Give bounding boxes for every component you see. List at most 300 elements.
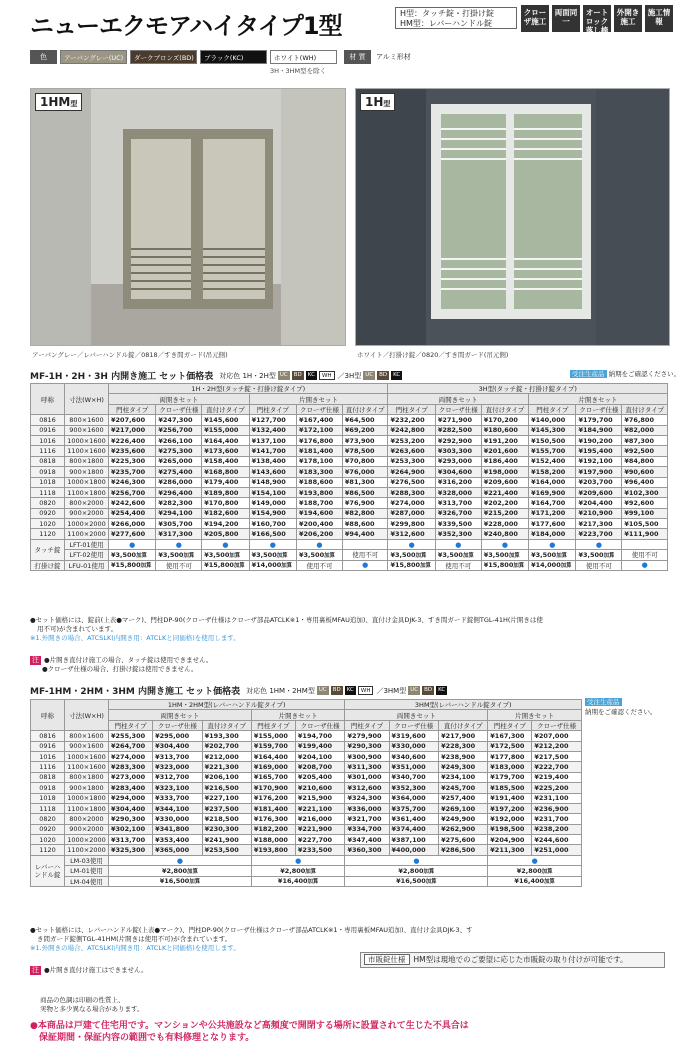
cell-price: ¥330,000 xyxy=(153,814,203,824)
cell-price: ¥203,700 xyxy=(576,477,622,487)
cell-size: 900×2000 xyxy=(65,508,109,518)
cell-price: ¥208,700 xyxy=(295,762,345,772)
cell-price: ¥191,200 xyxy=(481,435,528,445)
table-row xyxy=(31,425,668,435)
feature-badges xyxy=(521,5,673,35)
table-row xyxy=(31,835,582,845)
cell-price: ¥212,000 xyxy=(202,751,251,761)
table-row xyxy=(31,845,582,855)
table2-footnote-1: ●セット価格には、レバーハンドル錠(上表●マーク)、門柱DP-90(クローザ仕様はクローザ部品ATCLK※1・専用裏板MFAU追加)、直付け金具DJK-3、す き間ガード錠側TGL-41HM(片開きは使用不可)が含まれています。 ※1.外開きの場合、ATCSLK(内開き用：ATCLKと同価格)を使用します。 xyxy=(30,926,473,952)
bd-chip-2: BD xyxy=(332,687,341,693)
table2-title: MF-1HM・2HM・3HM 内開き施工 セット価格表 対応色 1HM・2HM型 UC BD KC WH ／3HM型 UC BD KC xyxy=(30,686,446,697)
cell-price: ¥145,300 xyxy=(529,425,576,435)
cell-price: ¥207,000 xyxy=(532,731,582,741)
photo-1hm xyxy=(30,88,346,346)
cell-price: ¥352,300 xyxy=(389,783,439,793)
swatch-urban-gray: アーバングレー(UC) xyxy=(60,50,127,64)
cell-price: ¥184,900 xyxy=(576,425,622,435)
cell-price: ¥178,100 xyxy=(297,456,343,466)
cell-price: ¥304,400 xyxy=(109,803,153,813)
cell-price: ¥210,900 xyxy=(576,508,622,518)
cell-price: ¥176,800 xyxy=(297,435,343,445)
cell-price: ¥253,300 xyxy=(388,456,435,466)
cell-price: ¥164,400 xyxy=(202,435,249,445)
cell-price: ¥165,700 xyxy=(251,772,295,782)
cell-size: 1000×1600 xyxy=(65,751,109,761)
col-call: 呼称 xyxy=(31,384,65,415)
cell-price: ¥292,900 xyxy=(435,435,481,445)
cell-price: ¥170,900 xyxy=(251,783,295,793)
cell-price: ¥262,900 xyxy=(439,824,488,834)
cell-price: ¥231,100 xyxy=(532,793,582,803)
cell-price: ¥283,300 xyxy=(109,762,153,772)
table-row xyxy=(31,783,582,793)
cell-price: ¥197,900 xyxy=(576,467,622,477)
cell-price: ¥205,800 xyxy=(202,529,249,539)
cell-price: ¥177,800 xyxy=(488,751,532,761)
cell-price: ¥64,500 xyxy=(342,415,388,425)
cell-price: ¥76,900 xyxy=(342,498,388,508)
cell-price: ¥299,800 xyxy=(388,519,435,529)
lock-line-1: H型：タッチ錠・打掛け錠 xyxy=(400,9,495,18)
cell-price: ¥169,000 xyxy=(251,762,295,772)
cell-price: ¥288,300 xyxy=(388,487,435,497)
cell-call: 1016 xyxy=(31,751,65,761)
cell-price: ¥179,700 xyxy=(576,415,622,425)
cell-price: ¥303,300 xyxy=(435,446,481,456)
cell-price: ¥193,800 xyxy=(297,487,343,497)
table-row xyxy=(31,751,582,761)
cell-size: 900×1800 xyxy=(65,467,109,477)
cell-size: 800×1800 xyxy=(65,456,109,466)
bd-chip-3hm: BD xyxy=(424,687,433,693)
group-3h: 3H型(タッチ錠・打掛け錠タイプ) xyxy=(388,384,668,394)
cell-price: ¥96,400 xyxy=(622,477,668,487)
cell-price: ¥313,700 xyxy=(109,835,153,845)
cell-price: ¥286,000 xyxy=(156,477,202,487)
table-row xyxy=(31,814,582,824)
cell-price: ¥269,100 xyxy=(439,803,488,813)
cell-price: ¥312,600 xyxy=(345,783,389,793)
cell-price: ¥193,300 xyxy=(202,731,251,741)
cell-price: ¥73,900 xyxy=(342,435,388,445)
cell-call: 0918 xyxy=(31,783,65,793)
cell-price: ¥192,000 xyxy=(488,814,532,824)
kc-chip: KC xyxy=(307,372,315,378)
cell-price: ¥295,000 xyxy=(153,731,203,741)
uc-chip-3hm: UC xyxy=(410,687,419,693)
cell-price: ¥312,600 xyxy=(388,529,435,539)
cell-price: ¥282,300 xyxy=(156,498,202,508)
cell-price: ¥105,500 xyxy=(622,519,668,529)
cell-price: ¥256,700 xyxy=(156,425,202,435)
swatch-dark-bronze: ダークブロンズ(BD) xyxy=(130,50,197,64)
table-row xyxy=(31,446,668,456)
cell-price: ¥233,500 xyxy=(295,845,345,855)
cell-price: ¥141,700 xyxy=(249,446,296,456)
cell-call: 1018 xyxy=(31,793,65,803)
cell-size: 1100×2000 xyxy=(65,529,109,539)
table-row xyxy=(31,741,582,751)
table-row xyxy=(31,477,668,487)
cell-size: 900×1600 xyxy=(65,425,109,435)
cell-price: ¥275,400 xyxy=(156,467,202,477)
cell-price: ¥92,600 xyxy=(622,498,668,508)
cell-price: ¥204,100 xyxy=(295,751,345,761)
cell-call: 1020 xyxy=(31,835,65,845)
kc-chip-3h: KC xyxy=(393,372,401,378)
cell-price: ¥275,600 xyxy=(439,835,488,845)
cell-price: ¥140,000 xyxy=(529,415,576,425)
cell-price: ¥150,500 xyxy=(529,435,576,445)
cell-price: ¥237,500 xyxy=(202,803,251,813)
cell-price: ¥217,000 xyxy=(109,425,156,435)
cell-price: ¥216,000 xyxy=(295,814,345,824)
cell-price: ¥182,600 xyxy=(202,508,249,518)
cell-call: 1116 xyxy=(31,762,65,772)
badge-autolock: オートロック落し棒 xyxy=(583,5,611,32)
cell-price: ¥199,400 xyxy=(295,741,345,751)
cell-price: ¥235,700 xyxy=(109,467,156,477)
cell-call: 1120 xyxy=(31,845,65,855)
cell-price: ¥236,900 xyxy=(532,803,582,813)
cell-price: ¥274,000 xyxy=(388,498,435,508)
table-row xyxy=(31,824,582,834)
cell-price: ¥234,100 xyxy=(439,772,488,782)
bd-chip-3h: BD xyxy=(379,372,388,378)
cell-call: 0818 xyxy=(31,772,65,782)
cell-price: ¥238,200 xyxy=(532,824,582,834)
cell-price: ¥201,600 xyxy=(481,446,528,456)
cell-price: ¥300,900 xyxy=(345,751,389,761)
cell-price: ¥209,600 xyxy=(481,477,528,487)
cell-price: ¥149,000 xyxy=(249,498,296,508)
cell-price: ¥81,300 xyxy=(342,477,388,487)
cell-price: ¥111,900 xyxy=(622,529,668,539)
cell-price: ¥202,700 xyxy=(202,741,251,751)
cell-price: ¥137,100 xyxy=(249,435,296,445)
cell-price: ¥219,400 xyxy=(532,772,582,782)
cell-size: 800×1800 xyxy=(65,772,109,782)
cell-price: ¥265,000 xyxy=(156,456,202,466)
cell-price: ¥247,300 xyxy=(156,415,202,425)
cell-price: ¥193,800 xyxy=(251,845,295,855)
cell-price: ¥232,200 xyxy=(388,415,435,425)
cell-call: 0816 xyxy=(31,415,65,425)
badge-both-sides: 両面同一 xyxy=(552,5,580,32)
cell-price: ¥263,600 xyxy=(388,446,435,456)
cell-price: ¥179,700 xyxy=(488,772,532,782)
cell-size: 1000×1600 xyxy=(65,435,109,445)
cell-size: 800×2000 xyxy=(65,498,109,508)
swatch-black: ブラック(KC) xyxy=(200,50,267,64)
cell-price: ¥223,700 xyxy=(576,529,622,539)
cell-size: 1000×1800 xyxy=(65,477,109,487)
table-row xyxy=(31,762,582,772)
cell-call: 1020 xyxy=(31,519,65,529)
cell-price: ¥181,400 xyxy=(297,446,343,456)
cell-price: ¥160,700 xyxy=(249,519,296,529)
cell-price: ¥282,500 xyxy=(435,425,481,435)
cell-price: ¥293,000 xyxy=(435,456,481,466)
cell-price: ¥90,600 xyxy=(622,467,668,477)
cell-price: ¥225,300 xyxy=(109,456,156,466)
cell-price: ¥241,900 xyxy=(202,835,251,845)
cell-price: ¥148,900 xyxy=(249,477,296,487)
cell-size: 1000×2000 xyxy=(65,835,109,845)
cell-price: ¥215,200 xyxy=(481,508,528,518)
cell-price: ¥323,100 xyxy=(153,783,203,793)
cell-price: ¥205,400 xyxy=(295,772,345,782)
table-row xyxy=(31,487,668,497)
cell-price: ¥326,700 xyxy=(435,508,481,518)
cell-price: ¥145,600 xyxy=(202,415,249,425)
tag-1hm: 1HM型 xyxy=(35,93,82,111)
cell-price: ¥158,400 xyxy=(202,456,249,466)
cell-price: ¥305,700 xyxy=(156,519,202,529)
cell-price: ¥188,700 xyxy=(297,498,343,508)
cell-price: ¥94,400 xyxy=(342,529,388,539)
cell-price: ¥319,600 xyxy=(389,731,439,741)
table-row xyxy=(31,519,668,529)
cell-price: ¥266,000 xyxy=(109,519,156,529)
cell-price: ¥198,500 xyxy=(488,824,532,834)
cell-price: ¥221,100 xyxy=(295,803,345,813)
cell-price: ¥217,500 xyxy=(532,751,582,761)
cell-price: ¥304,600 xyxy=(435,467,481,477)
cell-price: ¥215,900 xyxy=(295,793,345,803)
cell-price: ¥294,100 xyxy=(156,508,202,518)
swatch-white: ホワイト(WH) xyxy=(270,50,337,64)
color-disclaimer: 商品の色調は印刷の性質上、 実物と多少異なる場合があります。 xyxy=(40,996,144,1013)
cell-price: ¥333,700 xyxy=(153,793,203,803)
table-row xyxy=(31,435,668,445)
cell-price: ¥317,300 xyxy=(156,529,202,539)
cell-price: ¥251,000 xyxy=(532,845,582,855)
table-row xyxy=(31,415,668,425)
cell-price: ¥217,300 xyxy=(576,519,622,529)
cell-call: 0918 xyxy=(31,467,65,477)
page-title: ニューエクモアハイタイプ1型 xyxy=(30,12,342,40)
cell-size: 1100×1800 xyxy=(65,803,109,813)
table-row xyxy=(31,467,668,477)
cell-size: 800×1600 xyxy=(65,415,109,425)
cell-price: ¥360,300 xyxy=(345,845,389,855)
badge-closer: クローザ施工 xyxy=(521,5,549,32)
price-table-2: 呼称 寸法(W×H) 1HM・2HM型(レバーハンドル錠タイプ) 3HM型(レバーハンドル錠タイプ) 両開きセット 片開きセット 両開きセット 片開きセット 門柱タイプ クローザ仕様 直付けタイプ 門柱タイプ クローザ仕様 門柱タイプ クローザ仕様 直付けタイプ 門柱タイプ クローザ仕様 0816 800×1600 ¥255,300 ¥295,000 ¥193,300 ¥155,000 ¥194,700 ¥279,900 ¥319,600 ¥217,900 ¥167,300 ¥207,000 0916 900×1600 ¥264,700 ¥304,400 ¥202,700 ¥159,700 ¥199,400 ¥290,300 ¥330,000 ¥228,300 ¥172,500 ¥212,200 1016 1000×1600 ¥274,000 ¥313,700 ¥212,000 ¥164,400 ¥204,100 ¥300,900 ¥340,600 ¥238,900 ¥177,800 ¥217,500 1116 1100×1600 ¥283,300 ¥323,000 ¥221,300 ¥169,000 ¥208,700 ¥311,300 ¥351,000 ¥249,300 ¥183,000 ¥222,700 0818 800×1800 ¥273,000 ¥312,700 ¥206,100 ¥165,700 ¥205,400 ¥301,000 ¥340,700 ¥234,100 ¥179,700 ¥219,400 0918 900×1800 ¥283,400 ¥323,100 ¥216,500 ¥170,900 ¥210,600 ¥312,600 ¥352,300 ¥245,700 ¥185,500 ¥225,200 1018 1000×1800 ¥294,000 ¥333,700 ¥227,100 ¥176,200 ¥215,900 ¥324,300 ¥364,000 ¥257,400 ¥191,400 ¥231,100 1118 1100×1800 ¥304,400 ¥344,100 ¥237,500 ¥181,400 ¥221,100 ¥336,000 ¥375,700 ¥269,100 ¥197,200 ¥236,900 0820 800×2000 ¥290,300 ¥330,000 ¥218,500 ¥176,300 ¥216,000 ¥321,700 ¥361,400 ¥249,900 ¥192,000 ¥231,700 0920 900×2000 ¥302,100 ¥341,800 ¥230,300 ¥182,200 ¥221,900 ¥334,700 ¥374,400 ¥262,900 ¥198,500 ¥238,200 1020 1000×2000 ¥313,700 ¥353,400 ¥241,900 ¥188,000 ¥227,700 ¥347,400 ¥387,100 ¥275,600 ¥204,900 ¥244,600 1120 1100×2000 ¥325,300 ¥365,000 ¥253,500 ¥193,800 ¥233,500 ¥360,300 ¥400,000 ¥286,500 ¥211,300 ¥251,000 レバーハンドル錠 LM-03使用 ● ● ● ● LM-01使用 ¥2,800加算 ¥2,800加算 ¥2,800加算 ¥2,800加算 LM-04使用 ¥16,500加算 ¥16,400加算 ¥16,500加算 ¥16,400加算 xyxy=(30,699,582,887)
cell-price: ¥212,200 xyxy=(532,741,582,751)
kc-chip-3hm: KC xyxy=(438,687,446,693)
cell-price: ¥352,300 xyxy=(435,529,481,539)
cell-price: ¥176,300 xyxy=(251,814,295,824)
cell-size: 1100×1800 xyxy=(65,487,109,497)
header xyxy=(0,0,700,44)
cell-price: ¥155,000 xyxy=(202,425,249,435)
color-label: 色 xyxy=(30,50,57,64)
cell-price: ¥92,500 xyxy=(622,446,668,456)
cell-size: 1100×1600 xyxy=(65,446,109,456)
cell-price: ¥245,700 xyxy=(439,783,488,793)
table1-title: MF-1H・2H・3H 内開き施工 セット価格表 対応色 1H・2H型 UC BD KC WH ／3H型 UC BD KC xyxy=(30,371,401,382)
lock-line-2: HM型：レバーハンドル錠 xyxy=(400,19,492,28)
cell-price: ¥286,500 xyxy=(439,845,488,855)
cell-price: ¥171,200 xyxy=(529,508,576,518)
cell-size: 900×2000 xyxy=(65,824,109,834)
cell-price: ¥227,700 xyxy=(295,835,345,845)
cell-price: ¥102,300 xyxy=(622,487,668,497)
cell-price: ¥164,400 xyxy=(251,751,295,761)
table-row xyxy=(31,793,582,803)
cell-price: ¥197,200 xyxy=(488,803,532,813)
cell-price: ¥170,800 xyxy=(202,498,249,508)
cell-price: ¥313,700 xyxy=(435,498,481,508)
cell-price: ¥274,000 xyxy=(109,751,153,761)
cell-price: ¥353,400 xyxy=(153,835,203,845)
cell-price: ¥249,900 xyxy=(439,814,488,824)
cell-price: ¥339,500 xyxy=(435,519,481,529)
cell-call: 1018 xyxy=(31,477,65,487)
cell-call: 1120 xyxy=(31,529,65,539)
cell-price: ¥179,400 xyxy=(202,477,249,487)
cell-price: ¥138,400 xyxy=(249,456,296,466)
cell-price: ¥336,000 xyxy=(345,803,389,813)
cell-price: ¥290,300 xyxy=(109,814,153,824)
table1-footnote-1: ●セット価格には、錠前(上表●マーク)、門柱DP-90(クローザ仕様はクローザ部品ATCLK※1・専用裏板MFAU追加)、直付け金具DJK-3、すき間ガード錠側TGL-41H(片開きは使 用不可)が含まれています。 ※1.外開きの場合、ATCSLK(内開き用：ATCLKと同価格)を使用します。 xyxy=(30,616,543,642)
cell-price: ¥325,300 xyxy=(109,845,153,855)
cell-call: 0816 xyxy=(31,731,65,741)
cell-price: ¥302,100 xyxy=(109,824,153,834)
cell-price: ¥168,800 xyxy=(202,467,249,477)
gate-1hm-illustration xyxy=(31,89,346,346)
cell-price: ¥217,900 xyxy=(439,731,488,741)
cell-price: ¥86,500 xyxy=(342,487,388,497)
wh-chip-2: WH xyxy=(358,686,374,695)
cell-price: ¥340,600 xyxy=(389,751,439,761)
cell-price: ¥316,200 xyxy=(435,477,481,487)
cell-call: 1118 xyxy=(31,803,65,813)
cell-price: ¥313,700 xyxy=(153,751,203,761)
cell-price: ¥154,900 xyxy=(249,508,296,518)
col-size: 寸法(W×H) xyxy=(65,384,109,415)
caption-1h: ホワイト／打掛け錠／0820／すき間ガード(吊元側) xyxy=(357,351,509,359)
table1-caution: 注 ●片開き直付け施工の場合、タッチ錠は使用できません。 ●クローザ仕様の場合、打掛け錠は使用できません。 xyxy=(32,656,213,673)
cell-price: ¥185,500 xyxy=(488,783,532,793)
cell-price: ¥159,700 xyxy=(251,741,295,751)
cell-price: ¥235,600 xyxy=(109,446,156,456)
cell-price: ¥202,200 xyxy=(481,498,528,508)
warranty-note: ●本商品は戸建て住宅用です。マンションや公共施設など高頻度で開閉する場所に設置されて生じた不具合は 保証期間・保証内容の範囲でも有料修理となります。 xyxy=(30,1021,469,1043)
cell-price: ¥173,600 xyxy=(202,446,249,456)
cell-price: ¥195,400 xyxy=(576,446,622,456)
uc-chip: UC xyxy=(279,372,288,378)
cell-price: ¥257,400 xyxy=(439,793,488,803)
order-note-1: 受注生産品 納期をご確認ください。 xyxy=(572,370,681,378)
color-row xyxy=(30,50,411,64)
cell-call: 0916 xyxy=(31,425,65,435)
cell-price: ¥230,300 xyxy=(202,824,251,834)
lock-type-box xyxy=(395,7,517,29)
gate-1h-illustration xyxy=(356,89,670,346)
cell-price: ¥242,800 xyxy=(388,425,435,435)
cell-price: ¥82,800 xyxy=(342,508,388,518)
table-row xyxy=(31,803,582,813)
cell-price: ¥254,400 xyxy=(109,508,156,518)
cell-price: ¥264,700 xyxy=(109,741,153,751)
cell-price: ¥155,000 xyxy=(251,731,295,741)
cell-price: ¥194,700 xyxy=(295,731,345,741)
cell-price: ¥194,200 xyxy=(202,519,249,529)
cell-price: ¥204,400 xyxy=(576,498,622,508)
cell-price: ¥132,400 xyxy=(249,425,296,435)
cell-price: ¥341,800 xyxy=(153,824,203,834)
cell-price: ¥176,200 xyxy=(251,793,295,803)
cell-price: ¥76,000 xyxy=(342,467,388,477)
cell-size: 900×1800 xyxy=(65,783,109,793)
cell-price: ¥246,300 xyxy=(109,477,156,487)
bd-chip: BD xyxy=(293,372,302,378)
cell-price: ¥87,300 xyxy=(622,435,668,445)
cell-call: 0818 xyxy=(31,456,65,466)
cell-price: ¥375,700 xyxy=(389,803,439,813)
cell-price: ¥183,000 xyxy=(488,762,532,772)
cell-price: ¥374,400 xyxy=(389,824,439,834)
cell-price: ¥204,900 xyxy=(488,835,532,845)
material-value: アルミ形材 xyxy=(376,53,411,61)
cell-call: 0820 xyxy=(31,498,65,508)
cell-price: ¥226,400 xyxy=(109,435,156,445)
cell-price: ¥172,100 xyxy=(297,425,343,435)
cell-price: ¥222,700 xyxy=(532,762,582,772)
cell-price: ¥253,200 xyxy=(388,435,435,445)
cell-price: ¥169,900 xyxy=(529,487,576,497)
cell-price: ¥206,200 xyxy=(297,529,343,539)
cell-price: ¥244,600 xyxy=(532,835,582,845)
cell-price: ¥192,100 xyxy=(576,456,622,466)
cell-price: ¥200,400 xyxy=(297,519,343,529)
cell-call: 0920 xyxy=(31,824,65,834)
cell-price: ¥221,400 xyxy=(481,487,528,497)
cell-price: ¥238,900 xyxy=(439,751,488,761)
cell-call: 0820 xyxy=(31,814,65,824)
cell-price: ¥172,500 xyxy=(488,741,532,751)
cell-price: ¥154,100 xyxy=(249,487,296,497)
cell-price: ¥387,100 xyxy=(389,835,439,845)
cell-call: 1118 xyxy=(31,487,65,497)
cell-price: ¥276,500 xyxy=(388,477,435,487)
cell-price: ¥275,300 xyxy=(156,446,202,456)
cell-price: ¥324,300 xyxy=(345,793,389,803)
cell-price: ¥225,200 xyxy=(532,783,582,793)
cell-price: ¥183,300 xyxy=(297,467,343,477)
order-note-2: 受注生産品 納期をご確認ください。 xyxy=(585,698,657,716)
cell-price: ¥253,500 xyxy=(202,845,251,855)
group-3hm: 3HM型(レバーハンドル錠タイプ) xyxy=(345,700,582,710)
table-row xyxy=(31,529,668,539)
cell-price: ¥231,700 xyxy=(532,814,582,824)
cell-price: ¥271,900 xyxy=(435,415,481,425)
cell-price: ¥264,900 xyxy=(388,467,435,477)
cell-price: ¥186,400 xyxy=(481,456,528,466)
white-note: 3H・3HM型を除く xyxy=(270,67,327,75)
cell-price: ¥304,400 xyxy=(153,741,203,751)
cell-price: ¥181,400 xyxy=(251,803,295,813)
cell-price: ¥294,000 xyxy=(109,793,153,803)
cell-price: ¥365,000 xyxy=(153,845,203,855)
uc-chip-2: UC xyxy=(318,687,327,693)
cell-price: ¥207,600 xyxy=(109,415,156,425)
cell-price: ¥164,700 xyxy=(529,498,576,508)
cell-price: ¥182,200 xyxy=(251,824,295,834)
